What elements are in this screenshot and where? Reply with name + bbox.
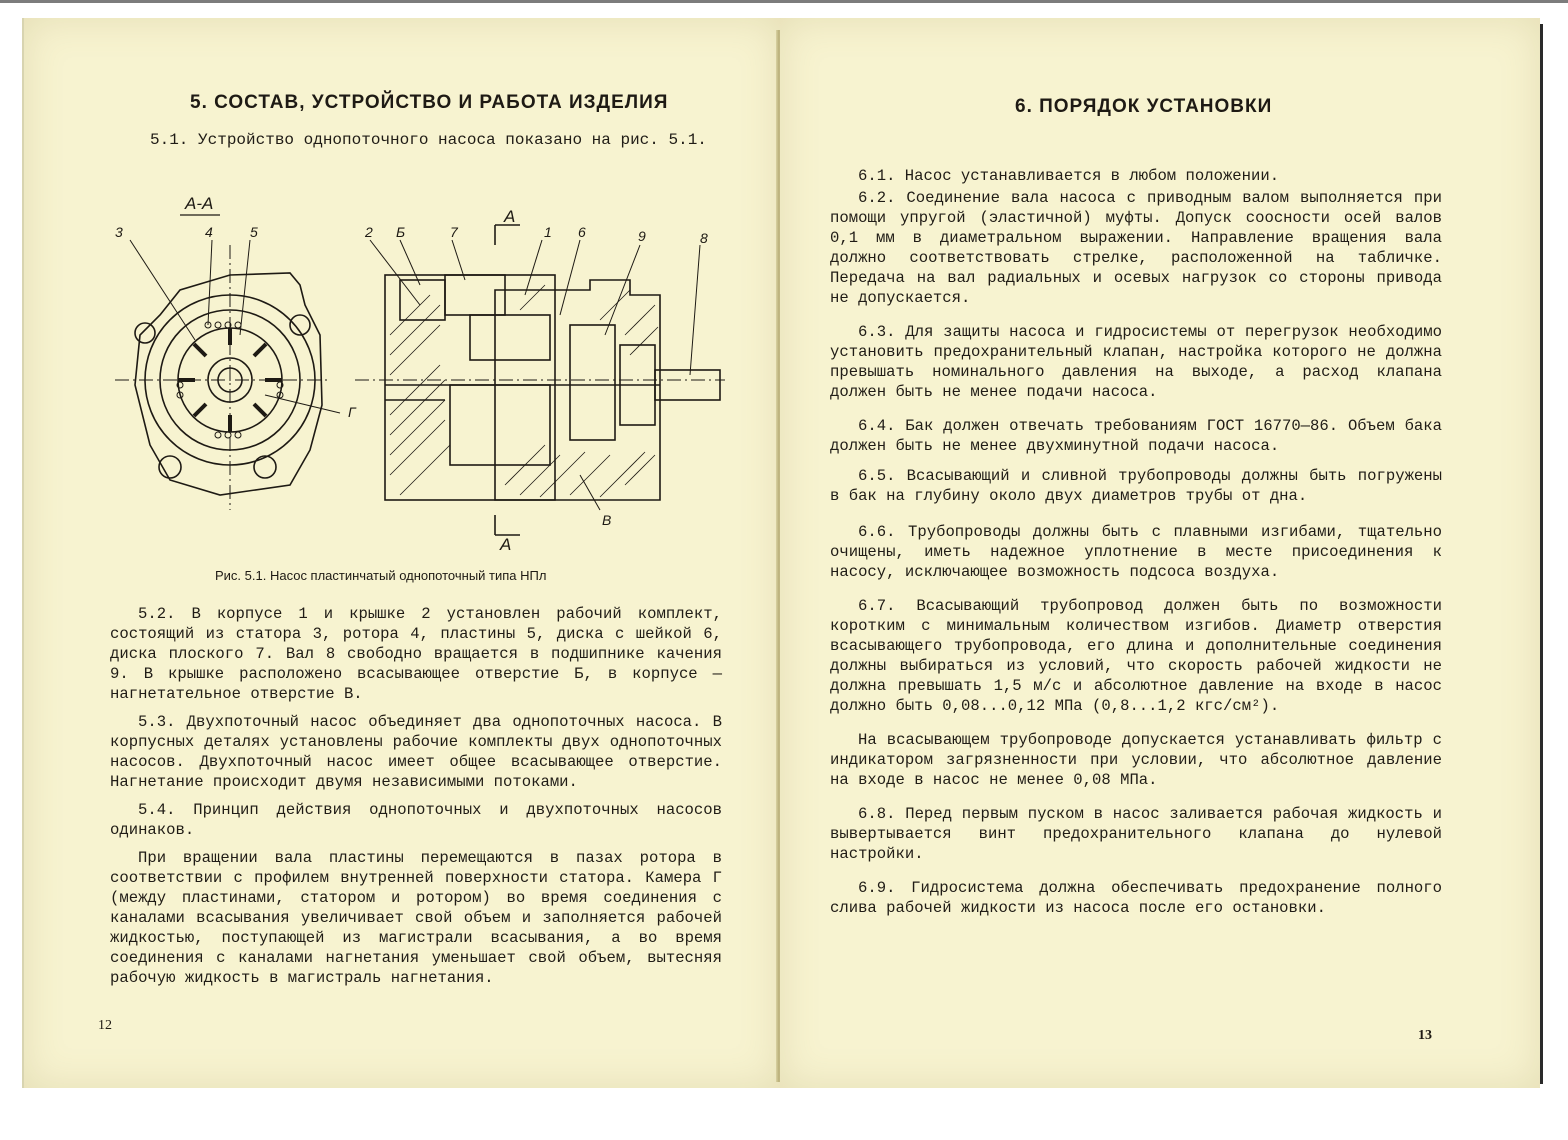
- label-a-top: А: [504, 207, 516, 226]
- label-6: 6: [578, 224, 586, 240]
- paragraph-6-4: 6.4. Бак должен отвечать требованиям ГОСТ 16770—86. Объем бака должен быть не менее двухминутной подачи насоса.: [830, 417, 1442, 455]
- page-number-left: 12: [98, 1018, 112, 1033]
- label-5: 5: [250, 224, 258, 240]
- page-edge: [1540, 24, 1543, 1084]
- label-section-aa: А-А: [185, 194, 214, 213]
- paragraph-principle: При вращении вала пластины перемещаются в пазах ротора в соответствии с профилем внутренней поверхности статора. Камера Г (между пластинами, статором и ротором) во время соединения с каналами всасывания увеличивает свой объем и заполняется рабочей жидкостью, поступающей из магистрали всасывания, а во время соединения с каналами нагнетания уменьшает свой объем, вытесняя рабочую жидкость в магистраль нагнетания.: [110, 849, 722, 987]
- pump-drawing-figure: [100, 185, 740, 560]
- section-5-heading: 5. СОСТАВ, УСТРОЙСТВО И РАБОТА ИЗДЕЛИЯ: [190, 92, 669, 113]
- label-7: 7: [450, 224, 458, 240]
- intro-paragraph: 5.1. Устройство однопоточного насоса показано на рис. 5.1.: [150, 131, 707, 149]
- section-6-heading: 6. ПОРЯДОК УСТАНОВКИ: [1015, 96, 1273, 117]
- paragraph-5-2: 5.2. В корпусе 1 и крышке 2 установлен рабочий комплект, состоящий из статора 3, ротора 4, пластины 5, диска с шейкой 6, диска плоского 7. Вал 8 свободно вращается в подшипнике качения 9. В крышке расположено всасывающее отверстие Б, в корпусе — нагнетательное отверстие В.: [110, 605, 722, 703]
- page-number-right: 13: [1418, 1028, 1432, 1043]
- label-b: Б: [396, 224, 406, 240]
- paragraph-6-5: 6.5. Всасывающий и сливной трубопроводы должны быть погружены в бак на глубину около двух диаметров трубы от дна.: [830, 467, 1442, 505]
- paragraph-6-3: 6.3. Для защиты насоса и гидросистемы от перегрузок необходимо установить предохранительный клапан, настройка которого не должна превышать номинального давления на выходе, а расход клапана должен быть не менее подачи насоса.: [830, 323, 1442, 401]
- label-8: 8: [700, 230, 708, 246]
- label-3: 3: [115, 224, 123, 240]
- label-a-bottom: А: [500, 535, 512, 554]
- paragraph-6-7: 6.7. Всасывающий трубопровод должен быть по возможности коротким с минимальным количеством изгибов. Диаметр отверстия всасывающего трубопровода, его длина и дополнительные соединения должны выбираться из условий, что скорость рабочей жидкости не должна превышать 1,5 м/с и абсолютное давление на входе в насос должно быть 0,08...0,12 МПа (0,8...1,2 кгс/см²).: [830, 597, 1442, 715]
- right-body-text: [830, 166, 1442, 926]
- paragraph-6-9: 6.9. Гидросистема должна обеспечивать предохранение полного слива рабочей жидкости из насоса после его остановки.: [830, 879, 1442, 917]
- label-9: 9: [638, 228, 646, 244]
- paragraph-5-3: 5.3. Двухпоточный насос объединяет два однопоточных насоса. В корпусных деталях установлены рабочие комплекты двух однопоточных насосов. Двухпоточный насос имеет общее всасывающее отверстие. Нагнетание происходит двумя независимыми потоками.: [110, 713, 722, 791]
- scan-top-edge: [0, 0, 1568, 3]
- paragraph-6-2: 6.2. Соединение вала насоса с приводным валом выполняется при помощи упругой (эластичной) муфты. Допуск соосности осей валов 0,1 мм в диаметральном выражении. Направление вращения вала должно соответствовать стрелке, расположенной на табличке. Передача на вал радиальных и осевых нагрузок со стороны привода не допускается.: [830, 189, 1442, 307]
- longitudinal-section-view: [355, 225, 725, 535]
- cross-section-view: [115, 215, 340, 510]
- label-2: 2: [365, 224, 373, 240]
- paragraph-6-1: 6.1. Насос устанавливается в любом положении.: [858, 167, 1280, 185]
- label-1: 1: [544, 224, 552, 240]
- label-g: Г: [348, 404, 356, 420]
- label-4: 4: [205, 224, 213, 240]
- paragraph-6-6: 6.6. Трубопроводы должны быть с плавными изгибами, тщательно очищены, иметь надежное уплотнение в месте присоединения к насосу, исключающее возможность подсоса воздуха.: [830, 523, 1442, 581]
- label-v: В: [602, 512, 612, 528]
- paragraph-5-4: 5.4. Принцип действия однопоточных и двухпоточных насосов одинаков.: [110, 801, 722, 839]
- paragraph-filter: На всасывающем трубопроводе допускается устанавливать фильтр с индикатором загрязненности при условии, что абсолютное давление на входе в насос не менее 0,08 МПа.: [830, 731, 1442, 789]
- left-body-text: [110, 604, 722, 996]
- figure-caption: Рис. 5.1. Насос пластинчатый однопоточный типа НПл: [215, 568, 547, 583]
- paragraph-6-8: 6.8. Перед первым пуском в насос заливается рабочая жидкость и вывертывается винт предохранительного клапана до нулевой настройки.: [830, 805, 1442, 863]
